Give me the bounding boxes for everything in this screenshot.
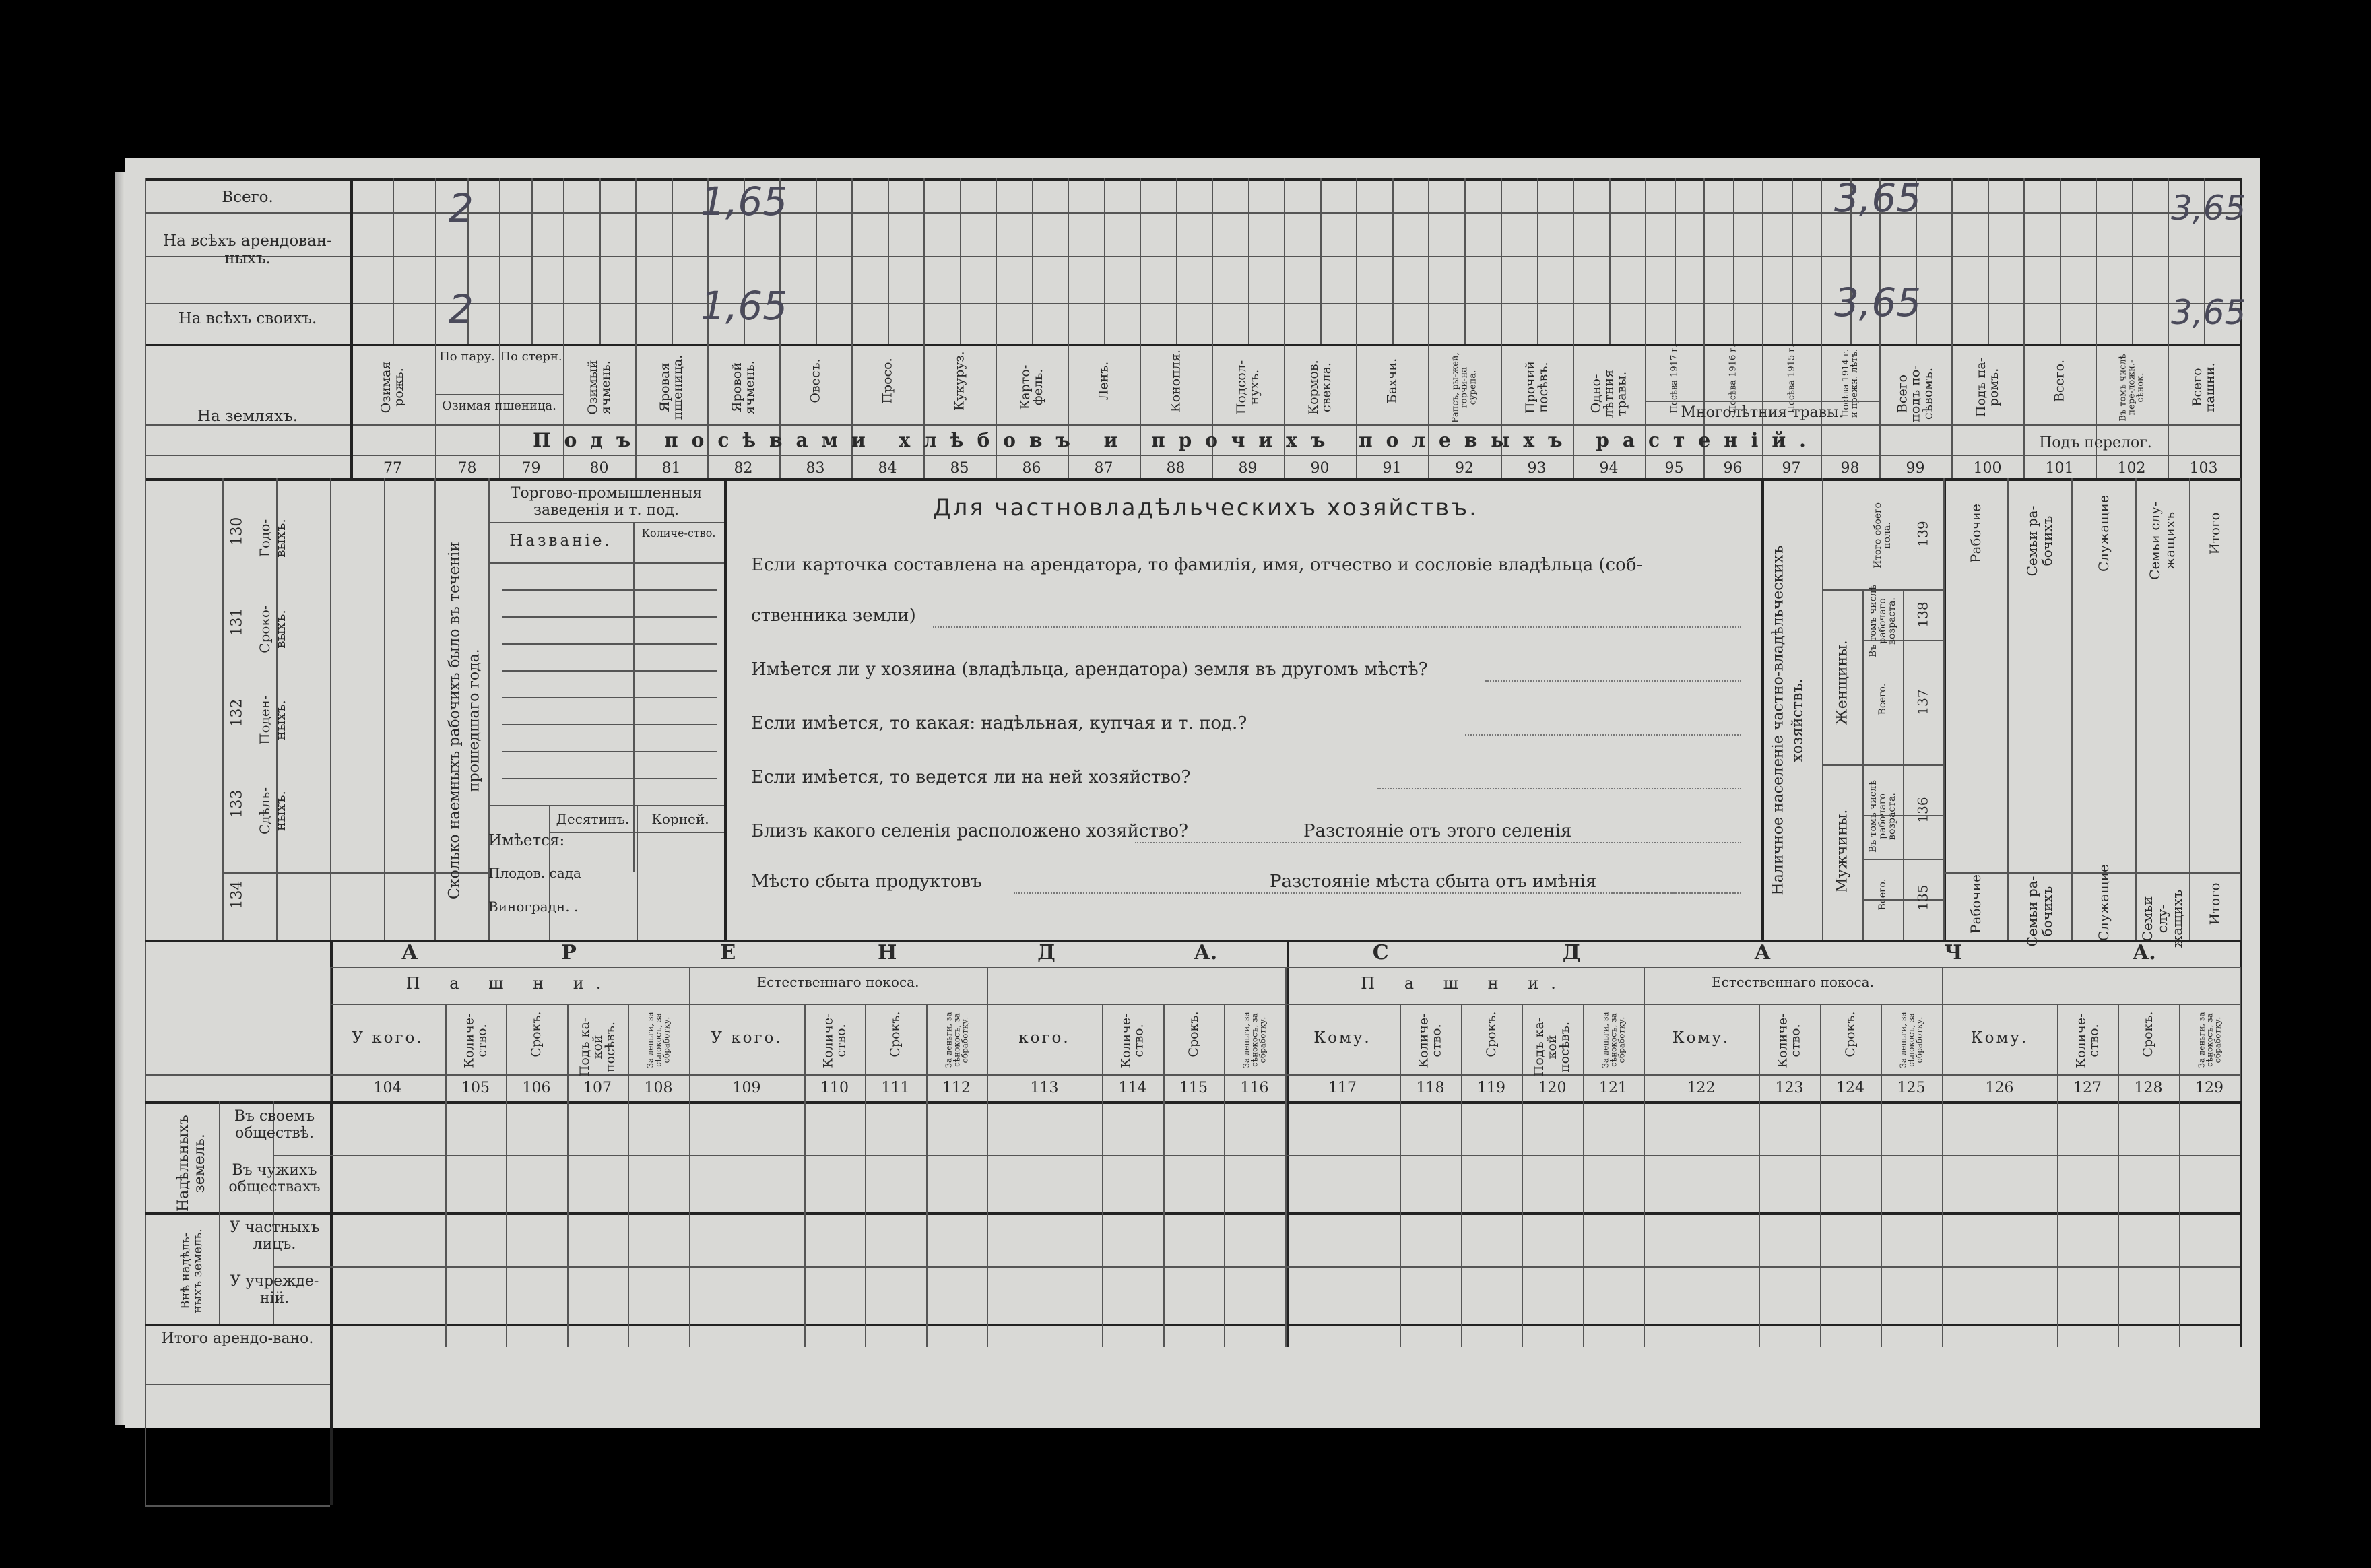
right-col-header: Рабочие [1967,504,1984,563]
right-col-header: Семьи ра-бочихъ [2023,505,2055,577]
fill-line[interactable] [933,626,1741,628]
vne-label: Внѣ надѣль-ныхъ земель. [178,1229,205,1313]
q2: Имѣется ли у хозяина (владѣльца, арендатора) земля въ другомъ мѣстѣ? [751,659,1428,680]
col-line [330,478,331,940]
col-line [1522,1004,1523,1347]
dotted-line [502,589,717,591]
col-line [2118,1004,2119,1347]
row-label-arend: На всѣхъ арендован-ныхъ. [163,232,332,268]
pokos-header-sdacha: Естественнаго покоса. [1712,974,1874,990]
col-line [2179,1004,2180,1347]
col-line [2189,478,2190,940]
group-line [2240,967,2241,1101]
sub-line [1392,178,1394,344]
hand-vsego-103: 3,65 [2171,189,2246,228]
col-header: Подсол-нухъ. [1233,360,1262,415]
bottom-col-header: За деньги, за сѣнокосъ, за обработку. [645,1012,672,1068]
bottom-col-number: 128 [2134,1080,2163,1097]
trade-title: Торгово-промышленныя заведенія и т. под. [510,485,703,519]
col-header: Всего. [2052,359,2067,403]
bottom-col-header: Срокъ. [1842,1011,1858,1057]
col-line [2135,478,2137,940]
bottom-col-number: 108 [644,1080,673,1097]
col-number: 85 [950,460,969,477]
dotted-line [502,724,717,725]
right-col-footer: Служащие [2095,864,2112,941]
sub-line [2060,178,2061,344]
row-line [145,1074,2240,1076]
top-border [145,178,2240,181]
arenda-letter: Е [720,941,736,965]
fill-line[interactable] [1377,788,1741,789]
pop-col-num: 135 [1914,884,1931,911]
worker-label: Сдѣль-ныхъ. [257,787,288,835]
sub-line [1733,178,1734,344]
bottom-col-number: 123 [1775,1080,1804,1097]
bottom-col-number: 119 [1477,1080,1505,1097]
sub-line [1792,178,1793,344]
fill-line[interactable] [1606,842,1741,843]
bottom-col-number: 111 [881,1080,910,1097]
col-line [506,1004,507,1347]
col-line [2071,478,2073,940]
sdacha-letter: С [1372,941,1389,965]
col-number: 102 [2117,460,2146,477]
sub-line [1320,178,1322,344]
bottom-col-number: 121 [1599,1080,1627,1097]
bottom-col-header: Срокъ. [529,1011,544,1057]
col-number: 88 [1166,460,1186,477]
bottom-col-header: За деньги, за сѣнокосъ, за обработку. [1241,1012,1268,1068]
workers-title: Сколько наемныхъ рабочихъ было въ теченіи прошедшаго года. [446,542,482,900]
bottom-col-number: 124 [1836,1080,1864,1097]
col-number: 97 [1782,460,1801,477]
col-header: Всего подъ по-сѣвомъ. [1895,365,1935,422]
pop-col-num: 139 [1914,521,1931,547]
q5a: Близъ какого селенія расположено хозяйство? [751,821,1189,841]
arenda-letter: А. [1194,941,1218,965]
imeetsya-label: Имѣется: [488,832,565,849]
col-line [1820,1004,1821,1347]
col-line [2240,478,2241,940]
bottom-col-header: У кого. [352,1029,424,1047]
col-number: 82 [734,460,753,477]
bottom-col-header: Срокъ. [1186,1011,1201,1057]
perelog-label: Подъ перелог. [2039,434,2152,451]
bottom-col-number: 117 [1328,1080,1357,1097]
row-line [488,805,724,806]
right-col-header: Семьи слу-жащихъ [2147,502,2178,580]
col-header: Посѣва 1914 г. и прежн. лѣтъ. [1840,348,1860,418]
q6b: Разстояніе мѣста сбыта отъ имѣнія [1270,872,1597,892]
col-header: Бахчи. [1384,358,1399,404]
sdacha-letter: Д [1562,941,1581,965]
sub-line [1537,178,1538,344]
bottom-col-number: 126 [1985,1080,2014,1097]
col-header: Ленъ. [1096,361,1111,401]
sub-line [2132,178,2133,344]
fill-line[interactable] [1465,734,1741,736]
pop-col-num: 137 [1914,689,1931,715]
col-header: Въ томъ числѣ пере-ложн.-сѣнок. [2118,354,2145,422]
bottom-col-header: За деньги, за сѣнокосъ, за обработку. [944,1012,969,1068]
row-line [549,832,724,833]
arenda-letter: Д [1037,941,1055,965]
col-header: Просо. [880,358,895,404]
hand-vsego-78: 2 [449,185,474,231]
row-line [145,1212,2240,1215]
col-line [1224,1004,1225,1347]
dotted-line [502,697,717,698]
sub-line [1988,178,1989,344]
right-col-footer: Семьи ра-бочихъ [2023,876,2055,947]
col-number: 80 [589,460,609,477]
sad-label: Плодов. сада [488,865,581,881]
col-number: 87 [1094,460,1113,477]
col-line [1163,1004,1165,1347]
itogo-label: Итого арендо-вано. [161,1330,314,1347]
nadel-label: Надѣльныхъ земель. [174,1115,208,1212]
bottom-col-header: Подъ ка-кой посѣвъ. [577,1017,618,1077]
col-number: 83 [806,460,825,477]
banner-title: Подъ посѣвами хлѣбовъ и прочихъ полевыхъ растеній. [533,429,1819,451]
pop-col-label: Въ томъ числѣ рабочаго возраста. [1868,585,1897,657]
row-label: У частныхъ лицъ. [229,1219,320,1253]
group-line [435,394,563,395]
col-header: Конопля. [1168,350,1183,413]
col-line [434,478,436,940]
col-header: Яровой ячмень. [729,360,757,414]
bottom-col-number: 120 [1538,1080,1567,1097]
col-header: Рапсъ, ры-жей, горчи-на сурепа. [1450,352,1479,423]
bottom-col-number: 105 [461,1080,490,1097]
row-line [488,562,724,564]
bottom-col-number: 114 [1118,1080,1147,1097]
col-line [926,1004,928,1347]
col-header: Озимая рожь. [379,361,406,414]
right-col-footer: Семьи слу-жащихъ [2139,889,2185,948]
col-number: 92 [1455,460,1474,477]
group-line [1645,401,1879,402]
col-line [2057,1004,2058,1347]
fill-line[interactable] [1613,892,1741,894]
bottom-col-number: 110 [820,1080,849,1097]
pop-col-label: Всего. [1877,878,1888,911]
dotted-line [502,670,717,672]
col-number: 99 [1906,460,1925,477]
worker-label: Годо-выхъ. [257,519,288,558]
korney-header: Корней. [651,811,709,827]
col-line [1759,1004,1760,1347]
col-line [222,478,224,940]
bottom-col-header: Кому. [1313,1029,1371,1047]
bottom-col-header: кого. [1018,1029,1070,1047]
bottom-col-header: Количе-ство. [1775,1013,1803,1068]
col-line [1400,1004,1401,1347]
hand-svoih-78: 2 [449,286,474,332]
col-header: По стерн. [500,350,562,364]
fill-line[interactable] [1485,680,1741,682]
hand-svoih-98: 3,65 [1834,280,1922,325]
col-header: Яровая пшеница. [657,354,685,420]
bottom-col-header: Количе-ство. [461,1013,489,1068]
col-header: Кукуруз. [952,351,967,411]
col-number: 78 [457,460,477,477]
bottom-col-number: 115 [1179,1080,1208,1097]
bottom-col-number: 122 [1687,1080,1716,1097]
col-line [1822,478,1823,940]
row-line [145,478,2240,481]
trade-name-header: Названіе. [509,532,612,550]
dotted-line [502,751,717,752]
worker-num: 131 [228,608,246,636]
col-header: Посѣва 1916 г. [1728,344,1738,414]
group-ozimaya: Озимая пшеница. [442,399,556,413]
sub-line [1104,178,1105,344]
sub-line [1032,178,1033,344]
col-number: 86 [1022,460,1041,477]
col-number: 95 [1664,460,1684,477]
worker-num: 133 [228,789,246,818]
census-card [125,158,2260,1428]
pop-col-label: Всего. [1877,683,1888,715]
women-label: Женщины. [1833,640,1851,725]
sub-line [1248,178,1249,344]
col-header: Посѣва 1915 г. [1786,344,1796,414]
col-number: 90 [1310,460,1330,477]
sub-line [672,178,673,344]
pop-col-label: Въ томъ числѣ рабочаго возраста. [1868,780,1897,853]
col-header: Посѣва 1917 г. [1669,344,1679,414]
row-label-zemlyah: На земляхъ. [197,407,298,425]
trade-qty-header: Количе-ство. [641,527,716,540]
col-number: 81 [661,460,681,477]
col-line [2007,478,2009,940]
col-line [445,1004,447,1347]
col-header: По пару. [439,350,495,364]
col-line [1583,1004,1584,1347]
col-line [1951,178,1953,478]
col-number: 103 [2189,460,2218,477]
population-title: Наличное населеніе частно-владѣльческихъ хозяйствъ. [1769,545,1806,896]
sub-line [888,178,889,344]
col-line [384,478,385,940]
sdacha-letter: Ч [1944,941,1963,965]
bottom-col-header: Количе-ство. [820,1013,848,1068]
pop-col-num: 138 [1914,601,1931,628]
col-line [350,178,353,478]
bottom-col-header: У кого. [711,1029,783,1047]
row-line [488,522,724,523]
worker-label: Сроко-выхъ. [257,605,288,653]
arenda-letter: Н [877,941,897,965]
bottom-col-number: 113 [1030,1080,1059,1097]
col-line [1102,1004,1103,1347]
hand-vsego-98: 3,65 [1834,175,1922,221]
bottom-col-header: Срокъ. [888,1011,903,1057]
col-line [1461,1004,1462,1347]
col-number: 101 [2045,460,2074,477]
sub-line [1609,178,1611,344]
col-number: 79 [521,460,541,477]
col-number: 89 [1238,460,1258,477]
bottom-col-header: Подъ ка-кой посѣвъ. [1532,1017,1572,1077]
pop-col-label: Итого обоего пола. [1873,502,1893,568]
sdacha-letter: А. [2132,941,2156,965]
dotted-line [502,778,717,779]
bottom-col-number: 116 [1240,1080,1269,1097]
q5b: Разстояніе отъ этого селенія [1303,821,1572,841]
bottom-col-header: Количе-ство. [1118,1013,1146,1068]
bottom-col-header: За деньги, за сѣнокосъ, за обработку. [2197,1012,2222,1068]
col-header: Прочий посѣвъ. [1522,360,1551,414]
sdacha-letter: А [1754,941,1771,965]
bottom-col-header: Количе-ство. [2073,1013,2101,1068]
sub-line [1464,178,1466,344]
pokos-header-arenda: Естественнаго покоса. [756,974,919,990]
col-header: Озимый ячмень. [585,360,613,415]
col-line [567,1004,569,1347]
bottom-col-number: 125 [1897,1080,1926,1097]
col-number: 94 [1599,460,1619,477]
row-line [145,1505,330,1507]
worker-label: Поден-ныхъ. [257,695,288,745]
hand-vsego-82: 1,65 [701,178,788,224]
bottom-col-header: Количе-ство. [1416,1013,1444,1068]
right-col-header: Служащие [2095,495,2112,572]
row-line [145,256,2240,257]
q6a: Мѣсто сбыта продуктовъ [751,872,982,892]
right-col-footer: Итого [2206,882,2223,925]
private-title: Для частновладѣльческихъ хозяйствъ. [933,494,1479,521]
col-number: 96 [1723,460,1743,477]
hand-svoih-103: 3,65 [2171,293,2246,332]
worker-num: 132 [228,698,246,727]
sub-line [960,178,961,344]
col-number: 93 [1527,460,1547,477]
sub-line [599,178,601,344]
dotted-line [502,643,717,645]
col-line [1943,478,1945,940]
row-label: Въ чужихъ обществахъ [228,1162,321,1196]
sub-line [816,178,817,344]
row-label: У учрежде-ній. [230,1273,319,1307]
arenda-letter: Р [561,941,577,965]
row-line [145,344,2240,346]
col-number: 98 [1840,460,1860,477]
bottom-col-header: Кому. [1672,1029,1730,1047]
desyatin-header: Десятинъ. [556,811,630,827]
col-line [2023,178,2025,478]
row-line [1862,859,1943,860]
dotted-line [502,616,717,618]
q3: Если имѣется, то какая: надѣльная, купчая и т. под.? [751,713,1247,733]
bottom-col-number: 106 [522,1080,551,1097]
arenda-letter: А [401,941,418,965]
sub-line [1675,178,1676,344]
col-number: 77 [383,460,402,477]
bottom-col-number: 109 [732,1080,761,1097]
row-line [1862,899,1943,901]
bottom-col-header: За деньги, за сѣнокосъ, за обработку. [1600,1012,1626,1068]
worker-num: 130 [228,517,246,546]
q1a: Если карточка составлена на арендатора, то фамилія, имя, отчество и сословіе владѣльца (соб- [751,555,1643,575]
col-line [1881,1004,1882,1347]
col-number: 91 [1382,460,1402,477]
pashni-header-sdacha: П а ш н и. [1361,974,1568,993]
q1b: ственника земли) [751,606,916,626]
bottom-col-number: 112 [942,1080,971,1097]
sub-line [393,178,394,344]
bottom-col-header: За деньги, за сѣнокосъ, за обработку. [1898,1012,1924,1068]
worker-num: 134 [228,880,246,909]
col-line [804,1004,806,1347]
vinograd-label: Виноградн. . [488,899,579,915]
pop-col-num: 136 [1914,797,1931,823]
group-mnogolet: Многолѣтния травы. [1681,404,1844,421]
bottom-col-header: Кому. [1970,1029,2029,1047]
bottom-col-number: 107 [583,1080,612,1097]
hand-svoih-82: 1,65 [701,283,788,329]
col-header: Всего пашни. [2189,362,2217,412]
pashni-header-arenda: П а ш н и. [405,974,614,993]
row-line [1943,872,2240,874]
row-label: Въ своемъ обществѣ. [234,1108,315,1142]
sub-line [1176,178,1177,344]
right-col-header: Итого [2206,512,2223,555]
col-header: Одно-лѣтния травы. [1588,369,1629,418]
bottom-col-number: 118 [1416,1080,1445,1097]
bottom-col-number: 129 [2195,1080,2223,1097]
bottom-col-header: Срокъ. [1483,1011,1499,1057]
col-line [628,1004,629,1347]
bottom-col-number: 127 [2073,1080,2102,1097]
bottom-col-header: Срокъ. [2141,1011,2155,1057]
col-line [865,1004,866,1347]
col-number: 100 [1973,460,2002,477]
men-label: Мужчины. [1833,809,1851,893]
right-col-footer: Рабочие [1967,874,1984,934]
col-line [2168,178,2169,478]
sub-line [531,178,533,344]
col-header: Овесъ. [808,358,822,403]
row-label-svoih: На всѣхъ своихъ. [178,310,317,327]
col-line [724,478,727,940]
col-header: Карто-фель. [1017,364,1045,410]
col-header: Кормов. свекла. [1305,360,1334,415]
rule [145,178,146,1505]
row-line [145,1101,2240,1104]
row-line [145,455,2240,456]
col-line [1761,478,1764,940]
col-header: Подъ па-ромъ. [1973,357,2001,418]
col-number: 84 [878,460,897,477]
bottom-col-number: 104 [373,1080,402,1097]
q4: Если имѣется, то ведется ли на ней хозяйство? [751,767,1191,787]
row-label-vsego: Всего. [222,189,273,206]
row-line [145,1324,2240,1326]
row-line [145,1384,330,1385]
col-line [1287,940,1289,1347]
col-line [2096,178,2097,478]
